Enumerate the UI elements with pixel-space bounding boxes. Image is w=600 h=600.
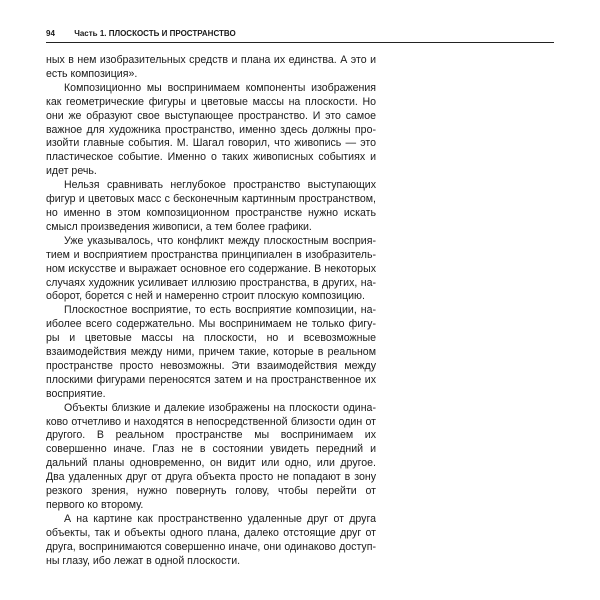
paragraph-1: ных в нем изобразительных средств и плана их единства. А это и есть композиция».: [46, 54, 376, 80]
page-number: 94: [46, 29, 55, 38]
body-text: [46, 54, 376, 569]
paragraph-5: Плоскостное восприятие, то есть восприятие композиции, наиболее всего содержательно. Мы воспринимаем не только фигуры и цветовые массы на плоскости, но и всевозможные взаимодействия между ними, причем такие, которые в реальном пространстве просто невозможны. Эти взаимодействия между плоскими фигурами переносятся затем и на пространственное их восприятие.: [46, 304, 376, 400]
running-head: [46, 28, 554, 43]
section-title: Часть 1. ПЛОСКОСТЬ И ПРОСТРАНСТВО: [74, 29, 236, 38]
paragraph-2: Композиционно мы воспринимаем компоненты изображения как геометрические фигуры и цветовые массы на плоскости. Но они же образуют свое выступающее пространство. И это самое важное для художника пространство, именно здесь должны произойти главные события. М. Шагал говорил, что живопись — это пластическое событие. Именно о таких живописных событиях и идет речь.: [46, 81, 376, 178]
paragraph-3: Нельзя сравнивать неглубокое пространство выступающих фигур и цветовых масс с бесконечным картинным пространством, но именно в этом композиционном пространстве нужно искать смысл произведения живописи, а тем более графики.: [46, 179, 376, 233]
paragraph-7: А на картине как пространственно удаленные друг от друга объекты, так и объекты одного плана, далеко отстоящие друг от друга, воспринимаются совершенно иначе, они одинаково доступны глазу, ибо лежат в одной плоскости.: [46, 512, 376, 567]
paragraph-6: Объекты близкие и далекие изображены на плоскости одинаково отчетливо и находятся в непосредственной близости один от другого. В реальном пространстве мы воспринимаем их совершенно иначе. Глаз не в состоянии увидеть передний и дальний планы одновременно, он видит или одно, или другое. Два удаленных друг от друга объекта просто не попадают в зону резкого зрения, нужно повернуть голову, чтобы перейти от первого ко второму.: [46, 401, 376, 511]
paragraph-4: Уже указывалось, что конфликт между плоскостным восприятием и восприятием пространства принципиален в изобразительном искусстве и выражает основное его содержание. В некоторых случаях художник усиливает иллюзию пространства, в других, наоборот, борется с ней и намеренно строит плоскую композицию.: [46, 234, 376, 303]
